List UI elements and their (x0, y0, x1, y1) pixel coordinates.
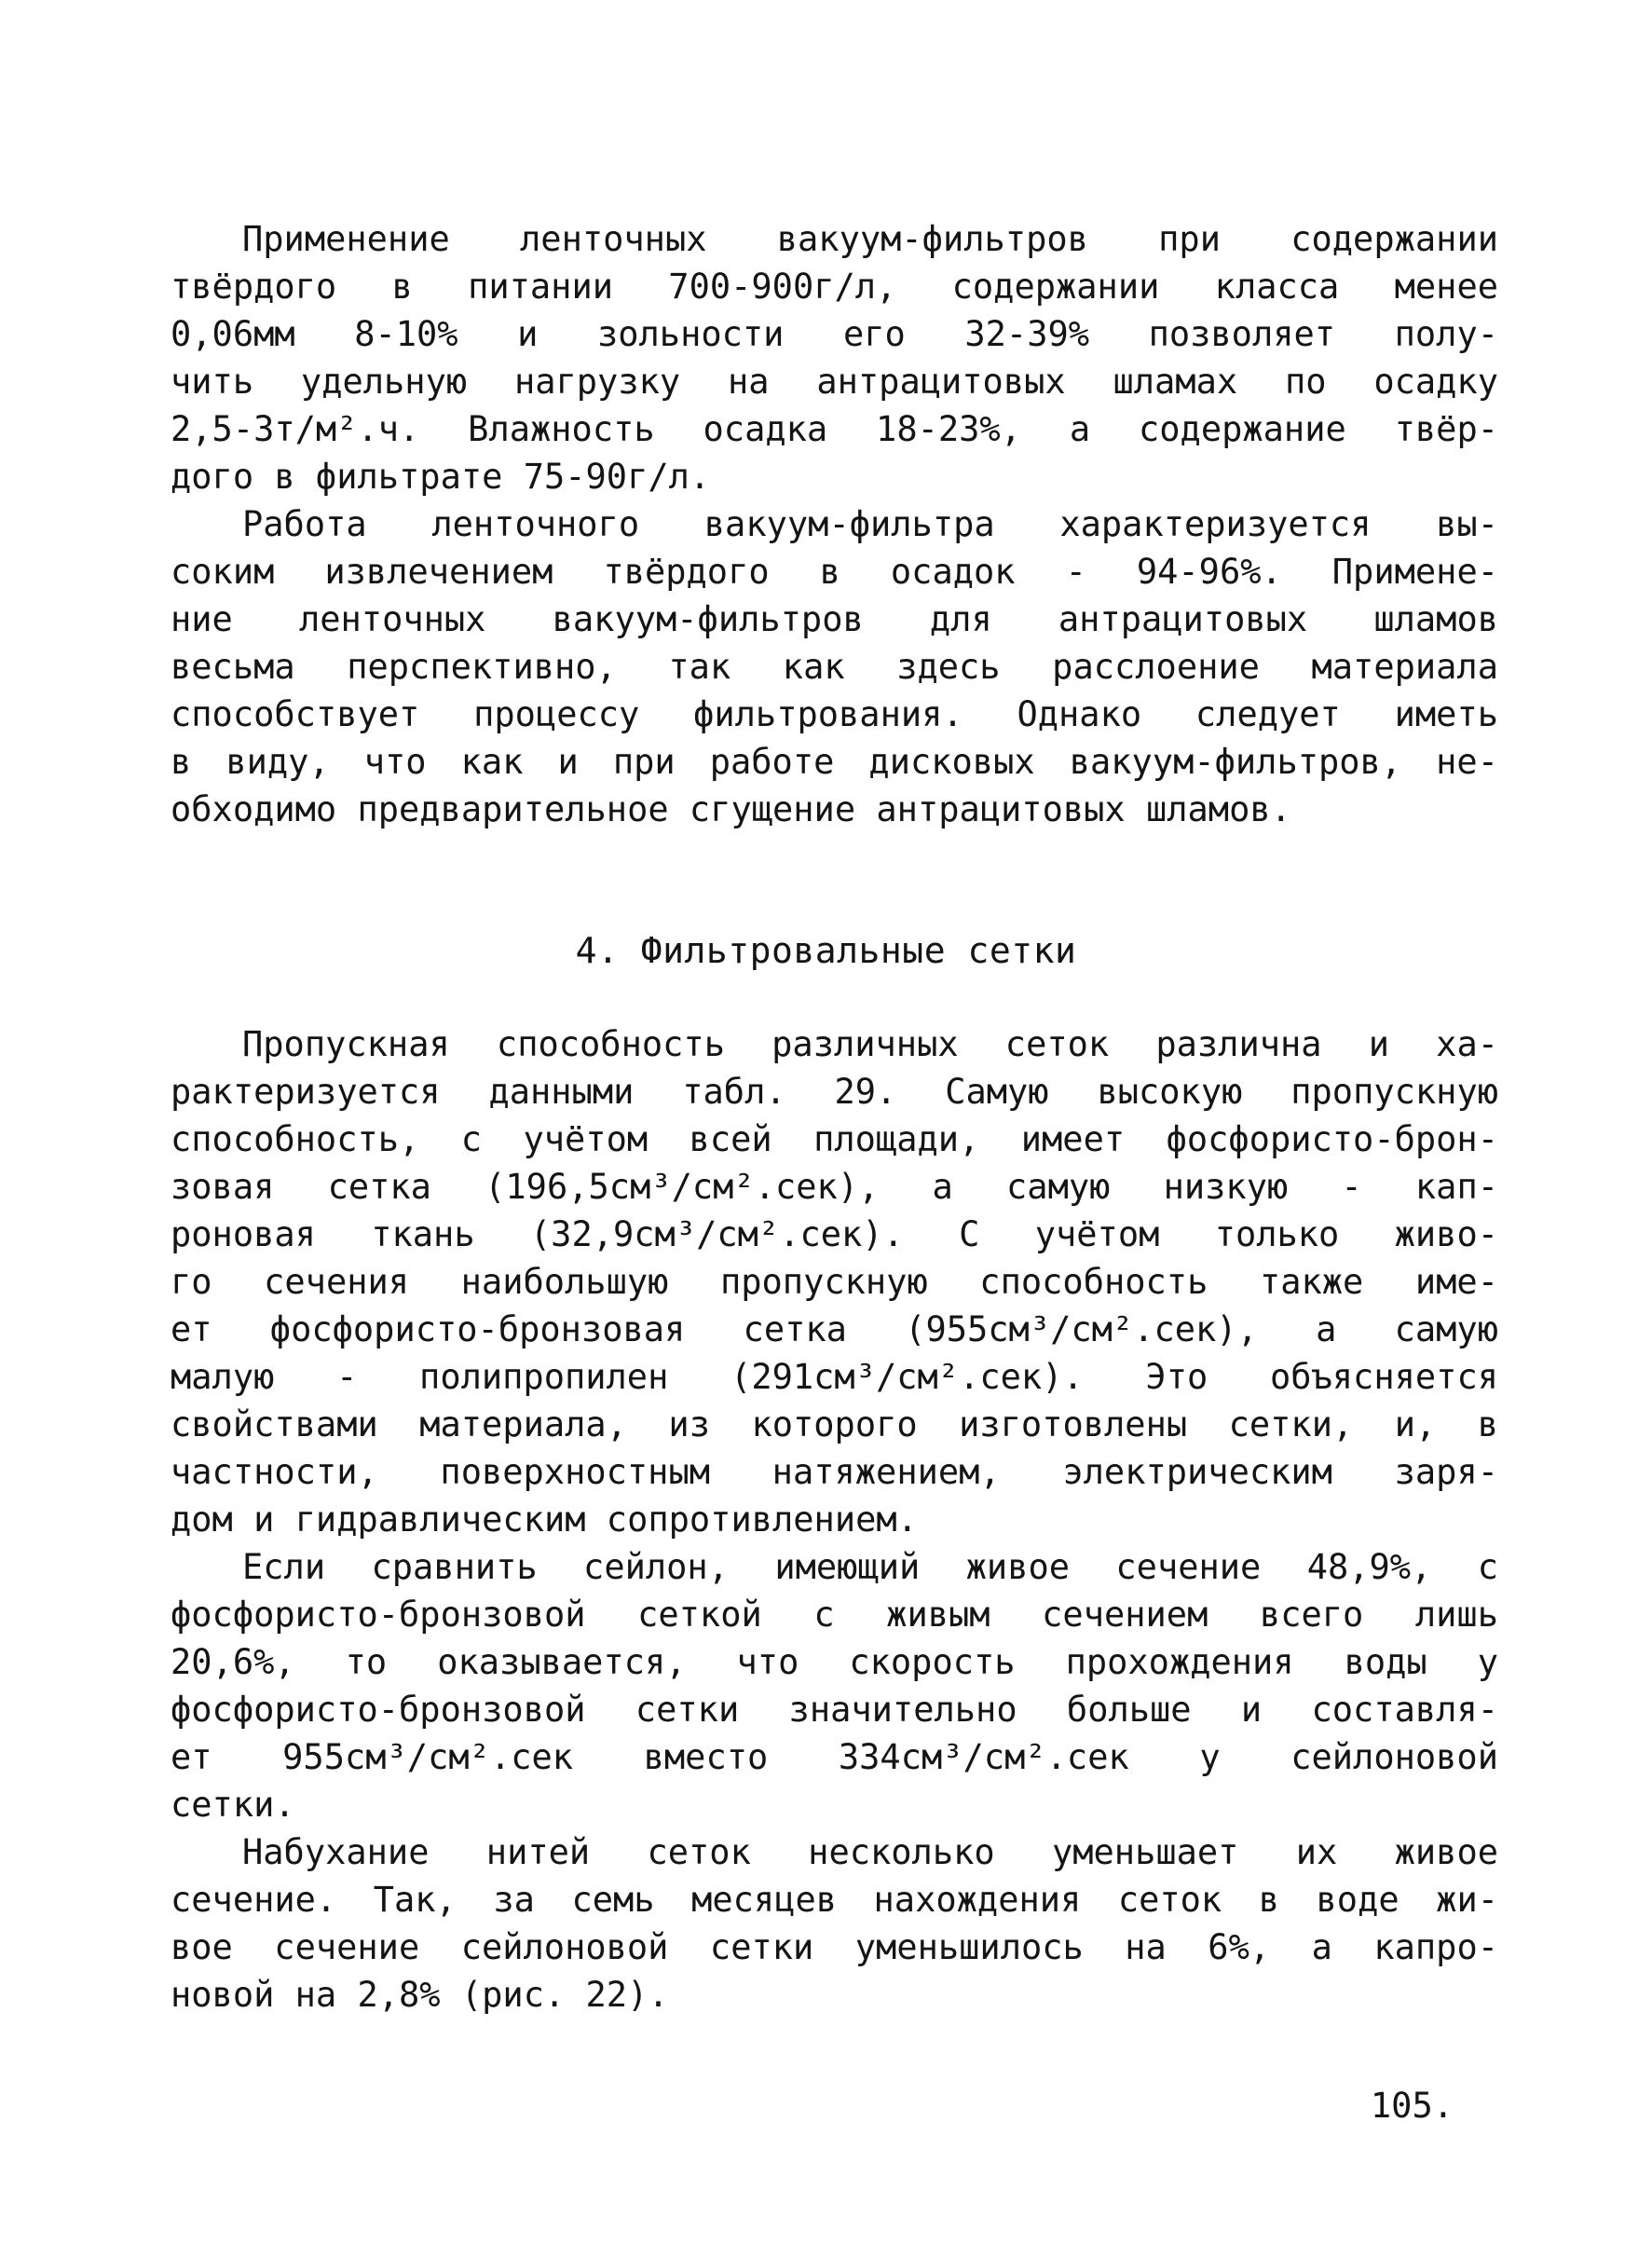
text-line: соким извлечением твёрдого в осадок - 94-96%. Примене- (171, 552, 1498, 592)
text-line: в виду, что как и при работе дисковых вакуум-фильтров, не- (171, 742, 1498, 782)
text-line: сетки. (171, 1785, 295, 1825)
text-line: дом и гидравлическим сопротивлением. (171, 1499, 918, 1540)
text-line: новой на 2,8% (рис. 22). (171, 1975, 669, 2015)
text-line: свойствами материала, из которого изготовлены сетки, и, в (171, 1404, 1498, 1444)
paragraph (171, 1828, 1498, 2019)
text-line: сечение. Так, за семь месяцев нахождения сеток в воде жи- (171, 1880, 1498, 1920)
text-line: 2,5-3т/м².ч. Влажность осадка 18-23%, а содержание твёр- (171, 409, 1498, 449)
paragraph (171, 500, 1498, 833)
text-line: малую - полипропилен (291см³/см².сек). Это объясняется (171, 1357, 1498, 1397)
text-line: весьма перспективно, так как здесь расслоение материала (171, 647, 1498, 687)
paragraph (171, 1543, 1498, 1828)
text-line: фосфористо-бронзовой сеткой с живым сечением всего лишь (171, 1595, 1498, 1635)
paragraph (171, 215, 1498, 500)
text-line: способность, с учётом всей площади, имеет фосфористо-брон- (171, 1119, 1498, 1159)
paragraph (171, 1020, 1498, 1543)
text-line: фосфористо-бронзовой сетки значительно больше и составля- (171, 1690, 1498, 1730)
text-line: Набухание нитей сеток несколько уменьшает их живое (242, 1832, 1498, 1872)
text-line: обходимо предварительное сгущение антрацитовых шламов. (171, 789, 1291, 829)
text-line: го сечения наибольшую пропускную способность также име- (171, 1262, 1498, 1302)
text-line: зовая сетка (196,5см³/см².сек), а самую низкую - кап- (171, 1167, 1498, 1207)
section-heading: 4. Фильтровальные сетки (575, 930, 1077, 971)
text-line: Работа ленточного вакуум-фильтра характеризуется вы- (242, 504, 1498, 544)
text-line: ние ленточных вакуум-фильтров для антрацитовых шламов (171, 599, 1498, 639)
text-block-bottom (171, 1020, 1498, 2019)
text-line: Если сравнить сейлон, имеющий живое сечение 48,9%, с (242, 1547, 1498, 1587)
text-line: твёрдого в питании 700-900г/л, содержании класса менее (171, 267, 1498, 307)
page-number: 105. (1370, 2086, 1454, 2126)
text-line: ет 955см³/см².сек вместо 334см³/см².сек у сейлоновой (171, 1737, 1498, 1777)
text-line: частности, поверхностным натяжением, электрическим заря- (171, 1452, 1498, 1492)
text-block-top (171, 215, 1498, 833)
text-line: 20,6%, то оказывается, что скорость прохождения воды у (171, 1642, 1498, 1682)
text-line: Пропускная способность различных сеток различна и ха- (242, 1024, 1498, 1064)
text-line: Применение ленточных вакуум-фильтров при содержании (242, 219, 1498, 259)
text-line: роновая ткань (32,9см³/см².сек). С учётом только живо- (171, 1214, 1498, 1254)
text-line: чить удельную нагрузку на антрацитовых шламах по осадку (171, 362, 1498, 402)
text-line: 0,06мм 8-10% и зольности его 32-39% позволяет полу- (171, 314, 1498, 354)
text-line: ет фосфористо-бронзовая сетка (955см³/см².сек), а самую (171, 1309, 1498, 1349)
text-line: дого в фильтрате 75-90г/л. (171, 457, 711, 497)
text-line: рактеризуется данными табл. 29. Самую высокую пропускную (171, 1072, 1498, 1112)
text-line: способствует процессу фильтрования. Однако следует иметь (171, 694, 1498, 734)
text-line: вое сечение сейлоновой сетки уменьшилось на 6%, а капро- (171, 1927, 1498, 1967)
